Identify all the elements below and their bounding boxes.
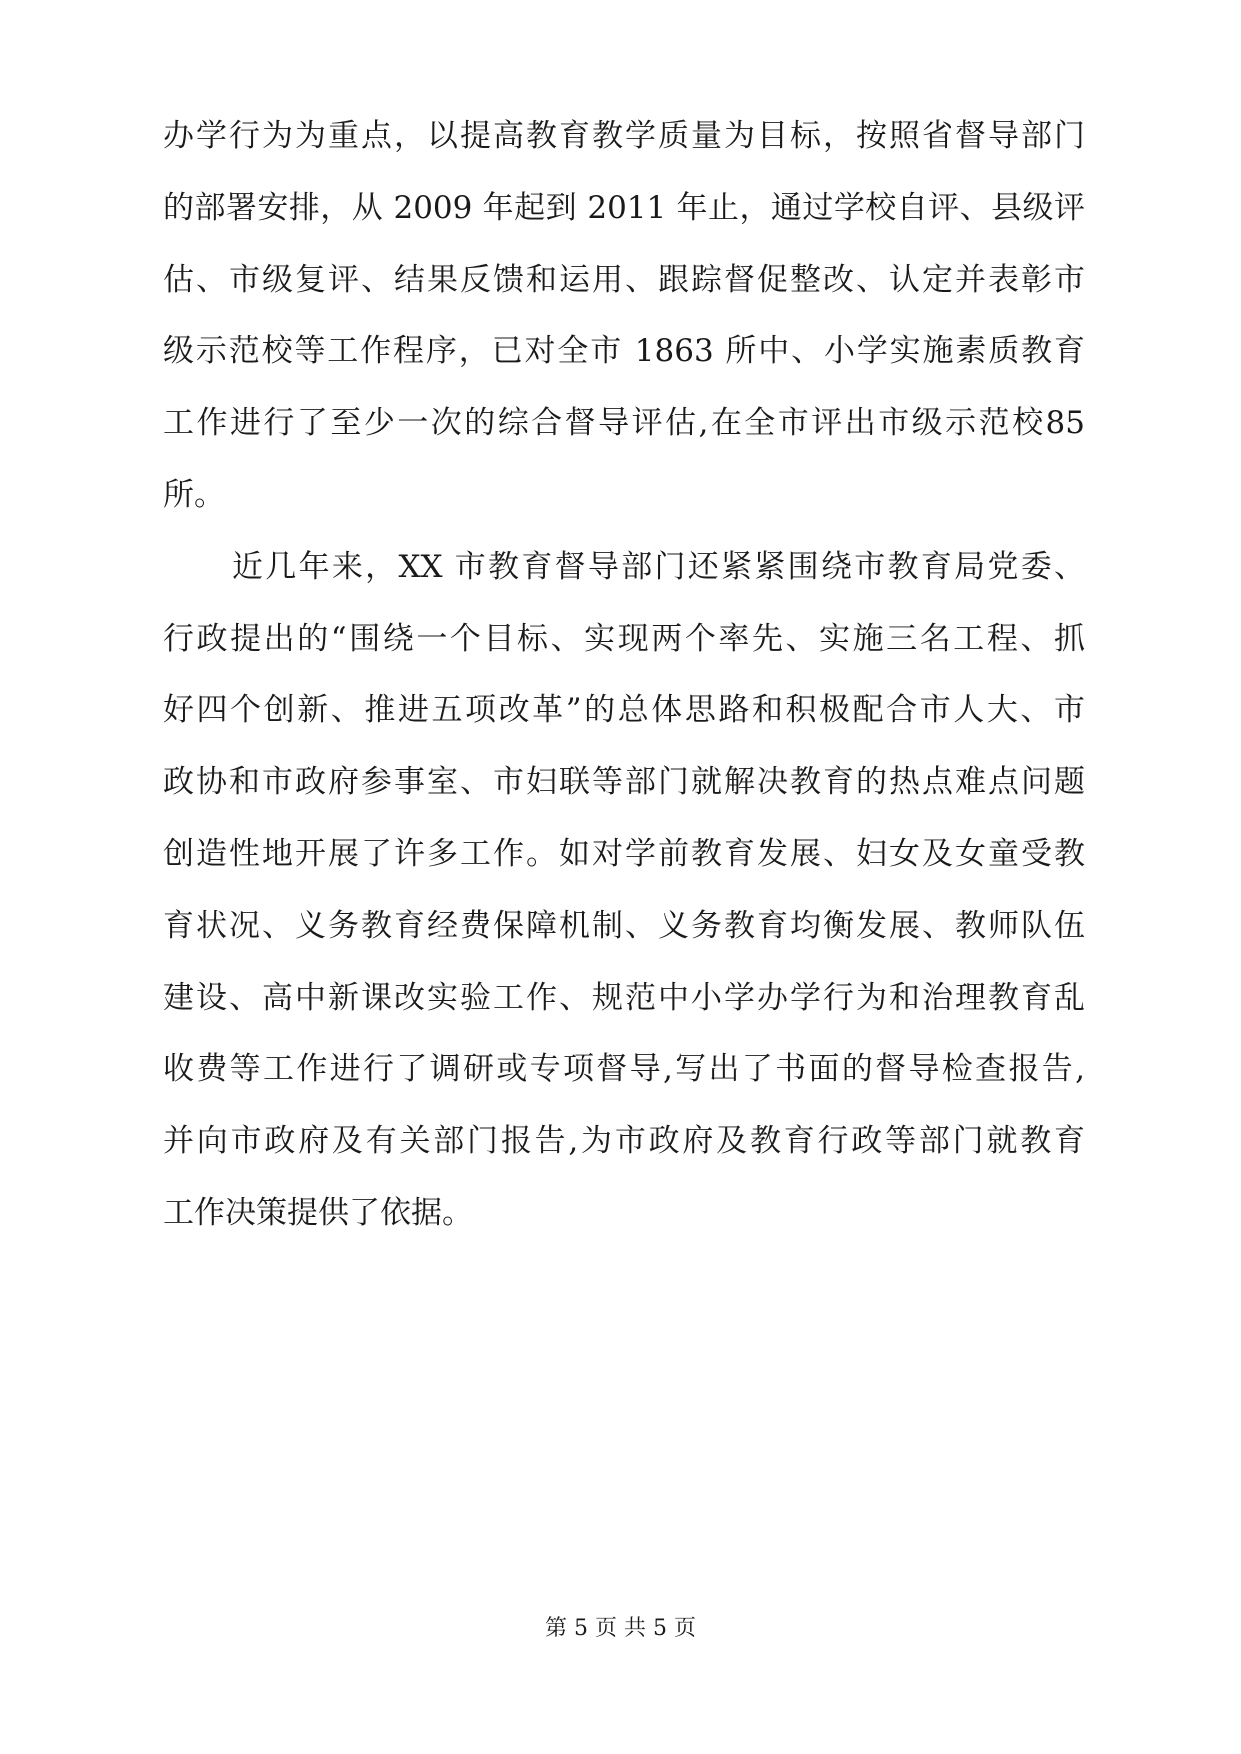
text-line: 政协和市政府参事室、市妇联等部门就解决教育的热点难点问题 [163,764,1085,800]
text-line: 的部署安排，从 2009 年起到 2011 年止，通过学校自评、县级评 [163,190,1085,226]
text-line: 级示范校等工作程序，已对全市 1863 所中、小学实施素质教育 [163,333,1085,369]
page-number-footer: 第 5 页 共 5 页 [545,1616,696,1641]
text-line: 工作决策提供了依据。 [163,1195,473,1231]
text-line: 创造性地开展了许多工作。如对学前教育发展、妇女及女童受教 [163,836,1085,872]
text-line: 近几年来，XX 市教育督导部门还紧紧围绕市教育局党委、 [232,549,1085,585]
text-line: 行政提出的“围绕一个目标、实现两个率先、实施三名工程、抓 [163,621,1085,657]
text-line: 办学行为为重点，以提高教育教学质量为目标，按照省督导部门 [163,118,1085,154]
text-line: 并向市政府及有关部门报告,为市政府及教育行政等部门就教育 [163,1123,1085,1159]
text-line: 工作进行了至少一次的综合督导评估,在全市评出市级示范校85 [163,405,1085,441]
text-line: 建设、高中新课改实验工作、规范中小学办学行为和治理教育乱 [163,980,1085,1016]
text-line: 所。 [163,477,225,513]
text-line: 好四个创新、推进五项改革”的总体思路和积极配合市人大、市 [163,692,1085,728]
text-line: 收费等工作进行了调研或专项督导,写出了书面的督导检查报告, [163,1051,1085,1087]
text-line: 估、市级复评、结果反馈和运用、跟踪督促整改、认定并表彰市 [163,262,1085,298]
text-line: 育状况、义务教育经费保障机制、义务教育均衡发展、教师队伍 [163,908,1085,944]
